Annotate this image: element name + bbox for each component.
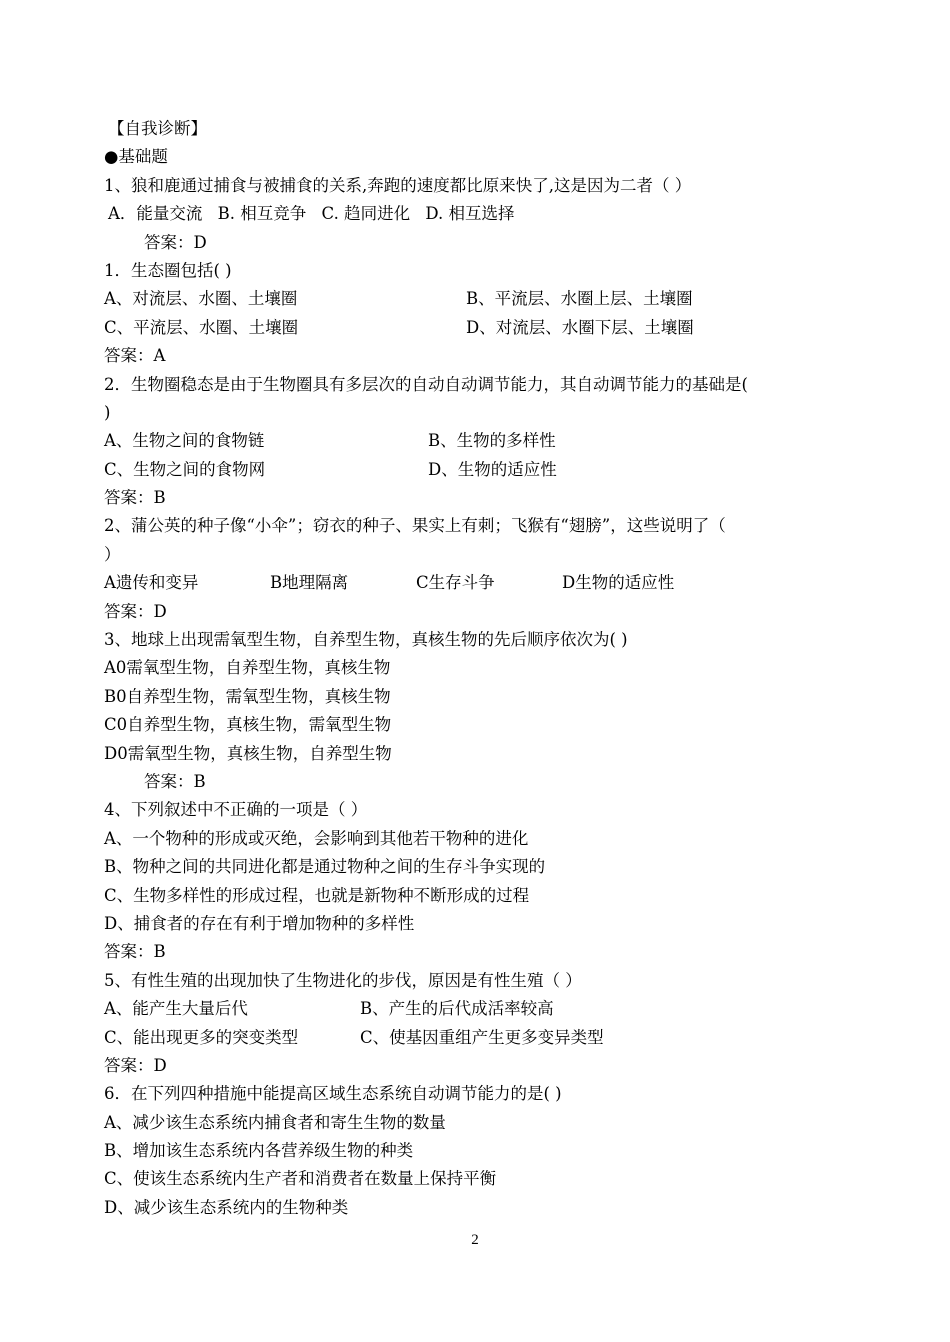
answer: 答案：D	[104, 1055, 167, 1075]
section-header: 【自我诊断】	[108, 119, 207, 138]
question-stem: 1、狼和鹿通过捕食与被捕食的关系,奔跑的速度都比原来快了,这是因为二者（ ）	[104, 175, 692, 195]
option: B. 相互竞争	[217, 204, 307, 224]
question-options	[104, 569, 864, 597]
option: C、使基因重组产生更多变异类型	[360, 1027, 604, 1047]
answer: 答案：A	[104, 346, 166, 366]
option: B、生物的多样性	[428, 431, 556, 451]
question-stem-continued: )	[104, 402, 111, 422]
question-stem: 1．生态圈包括( )	[104, 260, 232, 280]
option: D0需氧型生物，真核生物，自养型生物	[104, 743, 392, 763]
option: C、能出现更多的突变类型	[104, 1027, 299, 1047]
option: B、平流层、水圈上层、土壤圈	[466, 289, 693, 309]
answer: 答案：B	[144, 771, 206, 791]
option: B、增加该生态系统内各营养级生物的种类	[104, 1141, 414, 1161]
answer: 答案：B	[104, 488, 166, 508]
option: C、生物多样性的形成过程，也就是新物种不断形成的过程	[104, 885, 530, 905]
question-options	[104, 314, 864, 342]
answer: 答案：B	[104, 942, 166, 962]
question-stem: 4、下列叙述中不正确的一项是（ ）	[104, 800, 368, 820]
question-stem-continued: ）	[104, 544, 121, 564]
option: B地理隔离	[270, 573, 349, 593]
question-stem: 2．生物圈稳态是由于生物圈具有多层次的自动自动调节能力，其自动调节能力的基础是(	[104, 374, 748, 394]
option: A、生物之间的食物链	[104, 431, 265, 451]
section-title: ●基础题	[104, 147, 168, 167]
question-options	[104, 1024, 864, 1052]
question-stem: 2、蒲公英的种子像“小伞”；窃衣的种子、果实上有刺；飞猴有“翅膀”，这些说明了（	[104, 516, 726, 536]
option: D、生物的适应性	[428, 459, 557, 479]
option: D、对流层、水圈下层、土壤圈	[466, 317, 694, 337]
option: A．能量交流	[108, 204, 203, 224]
option: A遗传和变异	[104, 573, 199, 593]
question-options	[104, 427, 864, 455]
question-stem: 5、有性生殖的出现加快了生物进化的步伐，原因是有性生殖（ ）	[104, 970, 582, 990]
option: A、减少该生态系统内捕食者和寄生生物的数量	[104, 1112, 446, 1132]
option: C、使该生态系统内生产者和消费者在数量上保持平衡	[104, 1169, 497, 1189]
question-stem: 3、地球上出现需氧型生物，自养型生物，真核生物的先后顺序依次为( )	[104, 630, 628, 650]
question-options	[104, 995, 864, 1023]
option: A0需氧型生物，自养型生物，真核生物	[104, 658, 391, 678]
question-stem: 6．在下列四种措施中能提高区域生态系统自动调节能力的是( )	[104, 1084, 562, 1104]
option: A、一个物种的形成或灭绝，会影响到其他若干物种的进化	[104, 828, 529, 848]
option: D. 相互选择	[425, 204, 515, 224]
option: D、减少该生态系统内的生物种类	[104, 1197, 349, 1217]
question-options	[104, 200, 864, 228]
option: B、产生的后代成活率较高	[360, 999, 554, 1019]
answer: 答案：D	[104, 601, 167, 621]
option: B、物种之间的共同进化都是通过物种之间的生存斗争实现的	[104, 857, 546, 877]
option: D、捕食者的存在有利于增加物种的多样性	[104, 913, 415, 933]
option: A、对流层、水圈、土壤圈	[104, 289, 298, 309]
option: C、生物之间的食物网	[104, 459, 266, 479]
option: B0自养型生物，需氧型生物，真核生物	[104, 686, 391, 706]
document-content	[104, 115, 864, 1222]
question-options	[104, 285, 864, 313]
option: D生物的适应性	[562, 573, 675, 593]
answer: 答案：D	[144, 232, 207, 252]
option: A、能产生大量后代	[104, 999, 248, 1019]
option: C0自养型生物，真核生物，需氧型生物	[104, 715, 392, 735]
option: C、平流层、水圈、土壤圈	[104, 317, 299, 337]
page-number: 2	[471, 1232, 479, 1248]
option: C生存斗争	[416, 573, 495, 593]
option: C. 趋同进化	[321, 204, 411, 224]
question-options	[104, 456, 864, 484]
